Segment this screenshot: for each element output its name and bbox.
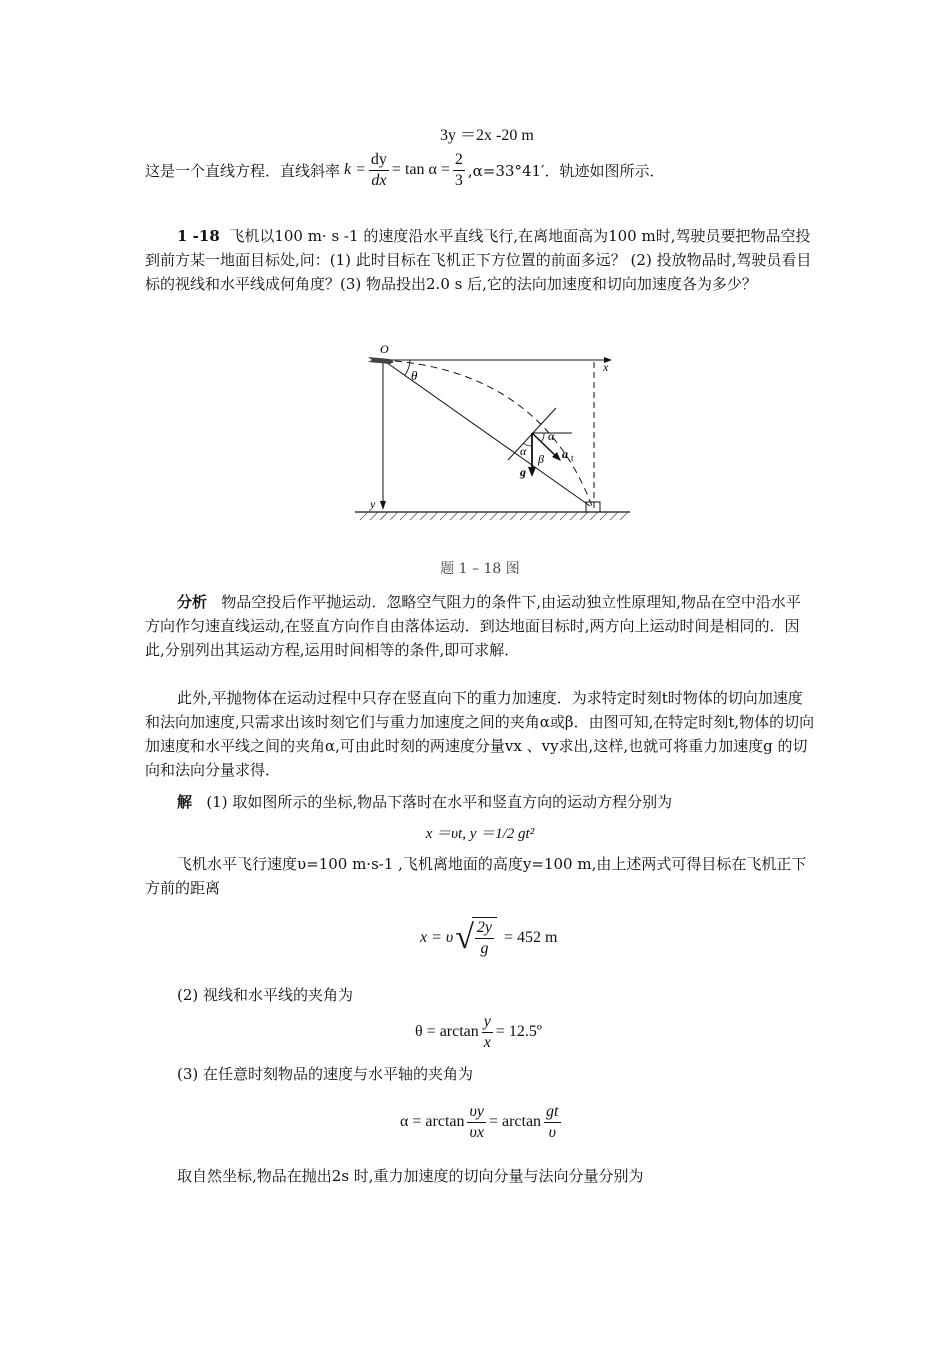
alpha-denominator-1: υx [469, 1123, 484, 1141]
alpha-fraction-1 [467, 1102, 485, 1143]
analysis-text-1: 物品空投后作平抛运动．忽略空气阻力的条件下,由运动独立性原理知,物品在空中沿水平方向作匀速直线运动,在竖直方向作自由落体运动．到达地面目标时,两方向上运动时间是相同的．因此,分别列出其运动方程,运用时间相等的条件,即可求解． [145, 593, 801, 659]
ground-hatching [360, 512, 628, 520]
alpha-equation [400, 1096, 564, 1148]
alpha-fraction-2 [544, 1102, 560, 1143]
target-box [586, 502, 600, 512]
line-equation-tail: ,α=33°41′．轨迹如图所示． [467, 161, 665, 180]
projectile-figure [350, 340, 640, 525]
line-equation-intro: 这是一个直线方程．直线斜率 [145, 161, 341, 180]
alpha-denominator-2: υ [548, 1123, 556, 1141]
distance-equation-left: x = υ [420, 929, 454, 946]
final-text: 取自然坐标,物品在抛出2s 时,重力加速度的切向分量与法向分量分别为 [177, 1167, 644, 1185]
distance-equation [420, 912, 558, 964]
theta-denominator: x [483, 1033, 491, 1051]
motion-equations-text: x ＝υt, y ＝1/2 gt² [425, 826, 535, 842]
figure-caption [145, 558, 815, 578]
top-equation [440, 122, 534, 145]
solution-part-2 [145, 983, 815, 1007]
analysis-heading: 分析 [177, 593, 208, 611]
g-vector-label: g [520, 465, 526, 479]
alpha-equation-mid: = arctan [488, 1113, 542, 1130]
solution-text-1: (1) 取如图所示的坐标,物品下落时在水平和竖直方向的运动方程分别为 [206, 793, 673, 811]
sqrt-numerator: 2y [475, 918, 494, 939]
final-paragraph [145, 1164, 815, 1188]
solution-heading: 解 [177, 793, 193, 811]
alpha-arc-top [541, 433, 544, 442]
dx-denominator: dx [371, 171, 387, 189]
motion-equations [145, 822, 815, 843]
line-equation-paragraph [145, 146, 664, 194]
analysis-paragraph-1 [145, 590, 815, 662]
problem-statement [145, 224, 815, 296]
figure-caption-text: 题 1 – 18 图 [440, 561, 520, 577]
problem-number: 1 -18 [177, 227, 220, 245]
sqrt-sign-icon: √ [455, 919, 474, 956]
theta-fraction [482, 1012, 493, 1053]
solution-text-1b: 飞机水平飞行速度υ=100 m·s-1 ,飞机离地面的高度y=100 m,由上述两式可得目标在飞机正下方前的距离 [145, 855, 807, 897]
fraction-denominator-3: 3 [454, 171, 463, 189]
alpha-numerator-1: υy [467, 1102, 485, 1123]
airplane-icon [368, 357, 394, 364]
solution-part-1 [145, 790, 815, 814]
alpha-label-top: α [548, 429, 555, 443]
solution-part-3 [145, 1062, 815, 1086]
dy-dx-fraction [369, 150, 389, 191]
top-equation-text: 3y ＝2x -20 m [440, 127, 534, 144]
sqrt-fraction [472, 917, 497, 959]
y-axis-arrow [380, 501, 386, 510]
dy-numerator: dy [369, 150, 389, 171]
problem-text: 飞机以100 m· s -1 的速度沿水平直线飞行,在离地面高为100 m时,驾驶员要把物品空投到前方某一地面目标处,问：(1) 此时目标在飞机正下方位置的前面多远？ (2) 投放物品时,驾驶员看目标的视线和水平线成何角度？(3) 物品投出2.0 s 后,它的法向加速度和切向加速度各为多少？ [145, 227, 812, 293]
theta-equation [415, 1008, 542, 1056]
alpha-numerator-2: gt [544, 1102, 560, 1123]
tan-alpha-text: = tan α = [391, 161, 450, 178]
theta-equation-left: θ = arctan [415, 1023, 479, 1040]
alpha-label-left: α [520, 444, 527, 458]
at-vector-label: a [562, 447, 568, 461]
solution-text-3: (3) 在任意时刻物品的速度与水平轴的夹角为 [177, 1065, 474, 1083]
at-subscript: t [571, 453, 574, 463]
beta-label: β [538, 452, 544, 466]
two-thirds-fraction [453, 150, 465, 191]
y-axis-label: y [370, 497, 376, 511]
analysis-paragraph-2 [145, 686, 815, 782]
theta-equation-right: = 12.5º [495, 1023, 542, 1040]
solution-part-1b [145, 852, 815, 900]
theta-label: θ [411, 368, 418, 383]
origin-label: O [380, 342, 389, 356]
distance-equation-right: = 452 m [504, 929, 558, 946]
sqrt-denominator: g [480, 940, 489, 957]
slope-symbol: k = [344, 161, 366, 178]
alpha-equation-left: α = arctan [400, 1113, 465, 1130]
analysis-text-2: 此外,平抛物体在运动过程中只存在竖直向下的重力加速度．为求特定时刻t时物体的切向加速度和法向加速度,只需求出该时刻它们与重力加速度之间的夹角α或β．由图可知,在特定时刻t,物体的切向加速度和水平线之间的夹角α,可由此时刻的两速度分量vx 、vy求出,这样,也就可将重力加速度g 的切向和法向分量求得． [145, 689, 815, 779]
theta-numerator: y [482, 1012, 493, 1033]
gravity-arrowhead [528, 467, 536, 477]
fraction-numerator-2: 2 [453, 150, 465, 171]
solution-text-2: (2) 视线和水平线的夹角为 [177, 986, 354, 1004]
x-axis-label: x [603, 360, 609, 374]
